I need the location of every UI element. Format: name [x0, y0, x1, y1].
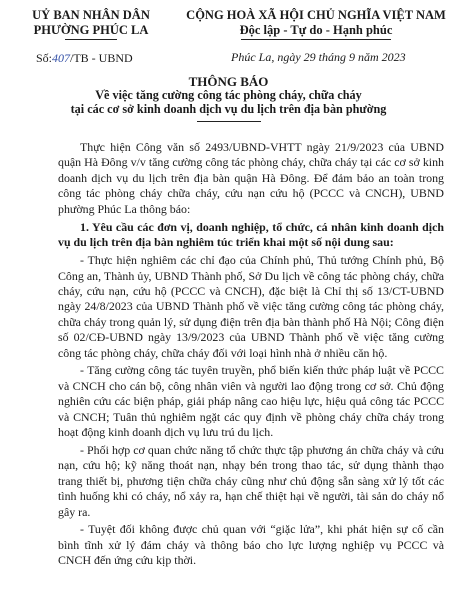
intro-paragraph: Thực hiện Công văn số 2493/UBND-VHTT ngày 21/9/2023 của UBND quận Hà Đông v/v tăng cường công tác phòng cháy, chữa cháy tại các cơ sở kinh doanh dịch vụ du lịch trên địa bàn quận Hà Đông. Để đảm bảo an toàn trong công tác phòng cháy chữa cháy, cứu nạn cứu hộ (PCCC và CNCH), UBND phường Phúc La thông báo:: [58, 140, 444, 216]
national-motto: Độc lập - Tự do - Hạnh phúc: [239, 23, 393, 37]
motto-underline: [241, 39, 391, 40]
issuing-authority-block: [16, 8, 166, 40]
document-body: [58, 140, 444, 569]
title-underline: [197, 121, 261, 122]
document-number: [36, 51, 133, 66]
country-name: CỘNG HOÀ XÃ HỘI CHỦ NGHĨA VIỆT NAM: [186, 8, 446, 22]
document-subject-line1: Về việc tăng cường công tác phòng cháy, chữa cháy: [95, 88, 362, 102]
list-item: - Phối hợp cơ quan chức năng tổ chức thực tập phương án chữa cháy và cứu nạn, cứu hộ; kỹ năng thoát nạn, nhạy bén trong thao tác, sử dụng thành thạo trang thiết bị, phương tiện chữa cháy cũng như chủ động sẵn sàng xử lý tốt các tình huống khi có cháy, nổ xảy ra, hạn chế thiệt hại về người, tài sản do cháy nổ gây ra.: [58, 442, 444, 519]
authority-underline: [65, 39, 117, 40]
national-motto-block: [180, 8, 452, 40]
list-item: - Tuyệt đối không được chủ quan với “giặc lửa”, khi phát hiện sự cố cần bình tĩnh xử lý đám cháy và thông báo cho lực lượng nghiệp vụ PCCC và CNCH đến ứng cứu kịp thời.: [58, 522, 444, 568]
list-item: - Thực hiện nghiêm các chỉ đạo của Chính phủ, Thủ tướng Chính phủ, Bộ Công an, Thành ủy, UBND Thành phố, Sở Du lịch về công tác phòng cháy, chữa cháy, cứu nạn, cứu hộ (PCCC và CNCH), đặc biệt là Chỉ thị số 13/CT-UBND ngày 24/8/2023 của UBND Thành phố về việc tăng cường công tác phòng cháy, chữa cháy trong quản lý, sử dụng điện trên địa bàn thành phố Hà Nội; Công điện số 02/CĐ-UBND ngày 13/9/2023 của UBND Thành phố về việc tăng cường công tác phòng cháy, chữa cháy đối với loại hình nhà ở nhiều căn hộ.: [58, 253, 444, 360]
document-date: Phúc La, ngày 29 tháng 9 năm 2023: [231, 50, 406, 64]
document-title: THÔNG BÁO: [188, 74, 269, 89]
list-item: - Tăng cường công tác tuyên truyền, phổ biến kiến thức pháp luật về PCCC và CNCH cho cán bộ, công nhân viên và người lao động trong cơ sở. Chủ động nghiên cứu các biện pháp, giải pháp nâng cao hiệu lực, hiệu quả công tác PCCC và CNCH; Tuân thủ nghiêm ngặt các quy định về phòng cháy chữa cháy trong hoạt động kinh doanh dịch vụ lưu trú du lịch.: [58, 363, 444, 440]
document-subject-line2: tại các cơ sở kinh doanh dịch vụ du lịch trên địa bàn phường: [70, 102, 387, 116]
issuing-authority-line1: UỶ BAN NHÂN DÂN: [32, 8, 150, 22]
issuing-authority-line2: PHƯỜNG PHÚC LA: [33, 23, 149, 37]
document-number-suffix: /TB - UBND: [70, 51, 133, 65]
document-number-handwritten: 407: [52, 51, 71, 65]
section-heading-1: 1. Yêu cầu các đơn vị, doanh nghiệp, tổ chức, cá nhân kinh doanh dịch vụ du lịch trên địa bàn nghiêm túc triển khai một số nội dung sau:: [58, 220, 444, 250]
document-number-prefix: Số:: [36, 51, 53, 65]
